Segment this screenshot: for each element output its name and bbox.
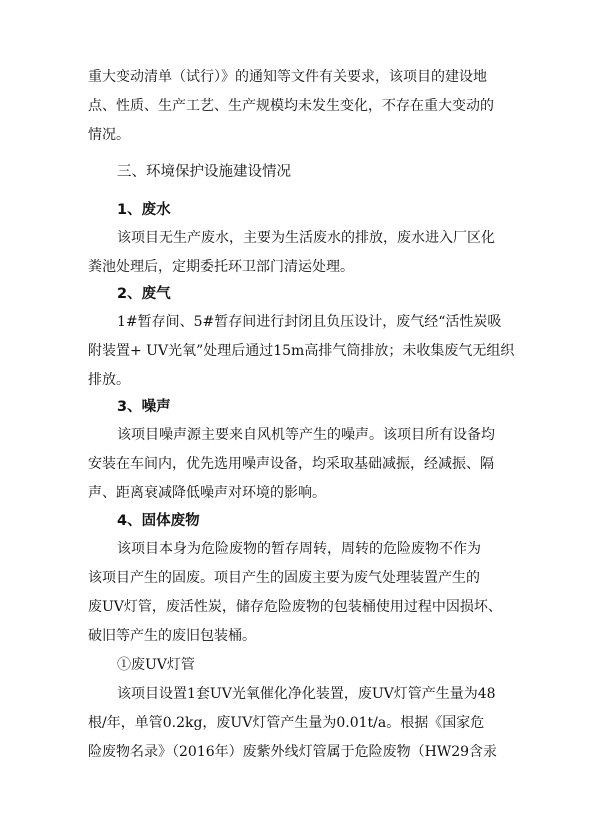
paragraph-line: 破旧等产生的废旧包装桶。 — [88, 628, 256, 644]
subsection-heading-gas: 2、废气 — [117, 286, 171, 302]
paragraph-line: 该项目无生产废水，主要为生活废水的排放，废水进入厂区化 — [117, 230, 495, 246]
paragraph-line: 情况。 — [88, 127, 130, 143]
subsection-heading-solid-waste: 4、固体废物 — [117, 513, 200, 529]
paragraph-line: 1#暂存间、5#暂存间进行封闭且负压设计，废气经“活性炭吸 — [117, 314, 502, 330]
item-title-uv-lamp: ①废UV灯管 — [117, 657, 195, 673]
paragraph-line: 该项目设置1套UV光氧催化净化装置，废UV灯管产生量为48 — [117, 686, 496, 702]
paragraph-line: 粪池处理后，定期委托环卫部门清运处理。 — [88, 259, 354, 275]
paragraph-line: 该项目本身为危险废物的暂存周转，周转的危险废物不作为 — [117, 541, 481, 557]
paragraph-line: 安装在车间内，优先选用噪声设备，均采取基础减振，经减振、隔 — [88, 456, 494, 472]
paragraph-line: 险废物名录》（2016年）废紫外线灯管属于危险废物（HW29含汞 — [88, 744, 498, 760]
paragraph-line: 该项目噪声源主要来自风机等产生的噪声。该项目所有设备均 — [117, 427, 495, 443]
subsection-heading-wastewater: 1、废水 — [117, 202, 171, 218]
paragraph-line: 声、距离衰减降低噪声对环境的影响。 — [88, 485, 326, 501]
paragraph-line: 该项目产生的固废。项目产生的固废主要为废气处理装置产生的 — [88, 570, 480, 586]
paragraph-line: 根/年，单管0.2kg，废UV灯管产生量为0.01t/a。根据《国家危 — [88, 715, 485, 731]
section-heading: 三、环境保护设施建设情况 — [117, 164, 291, 180]
paragraph-line: 废UV灯管，废活性炭，储存危险废物的包装桶使用过程中因损坏、 — [88, 599, 502, 615]
paragraph-line: 附装置+ UV光氧”处理后通过15m高排气筒排放；未收集废气无组织 — [88, 343, 515, 359]
paragraph-line: 排放。 — [88, 372, 130, 388]
paragraph-line: 重大变动清单（试行）》的通知等文件有关要求，该项目的建设地 — [88, 69, 487, 85]
subsection-heading-noise: 3、噪声 — [117, 399, 171, 415]
paragraph-line: 点、性质、生产工艺、生产规模均未发生变化，不存在重大变动的 — [88, 98, 494, 114]
